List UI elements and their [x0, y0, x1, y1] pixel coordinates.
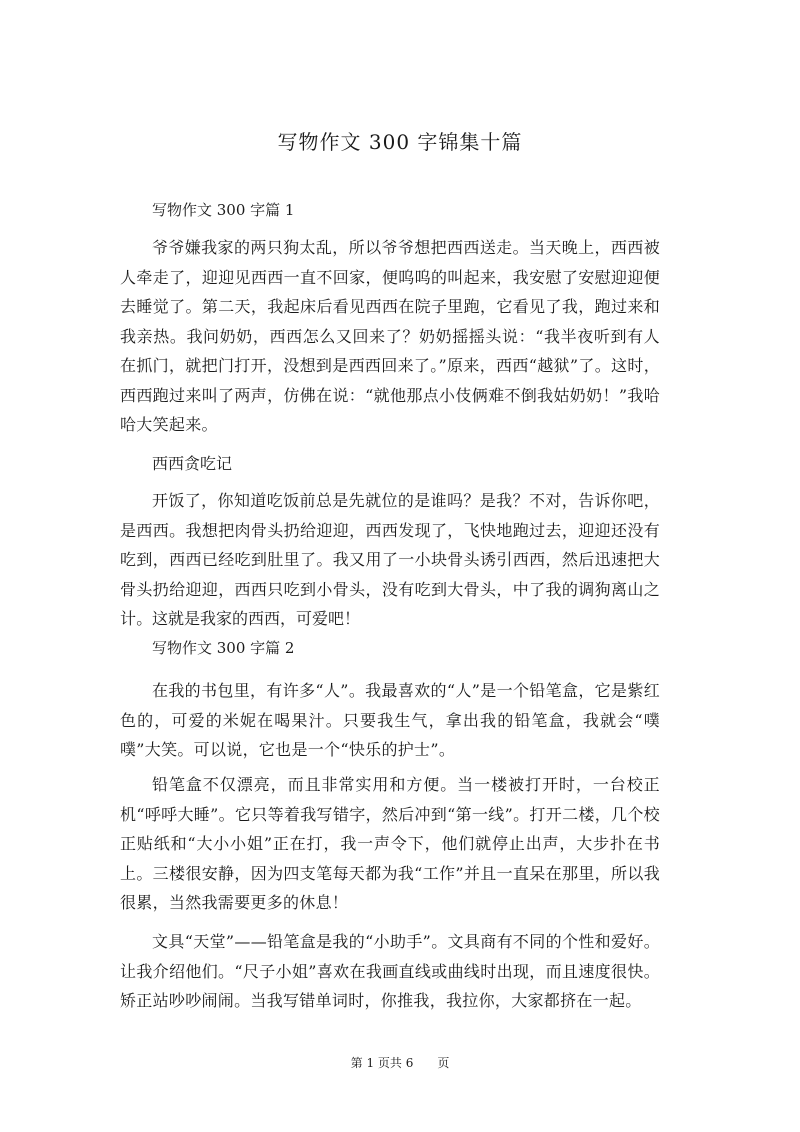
paragraph-4: 在我的书包里，有许多“人”。我最喜欢的“人”是一个铅笔盒，它是紫红色的，可爱的米妮在喝果汁。只要我生气，拿出我的铅笔盒，我就会“噗噗”大笑。可以说，它也是一个“快乐的护士”。	[120, 681, 660, 759]
page-title: 写物作文 300 字锦集十篇	[277, 130, 523, 154]
subheading: 西西贪吃记	[152, 454, 233, 473]
page-footer: 第 1 页共 6 页	[350, 1056, 450, 1070]
paragraph-5: 铅笔盒不仅漂亮，而且非常实用和方便。当一楼被打开时，一台校正机“呼呼大睡”。它只等着我写错字，然后冲到“第一线”。打开二楼，几个校正贴纸和“大小小姐”正在打，我一声令下，他们就停止出声，大步扑在书上。三楼很安静，因为四支笔每天都为我“工作”并且一直呆在那里，所以我很累，当然我需要更多的休息！	[120, 775, 660, 912]
paragraph-2: 开饭了，你知道吃饭前总是先就位的是谁吗？是我？不对，告诉你吧，是西西。我想把肉骨头扔给迎迎，西西发现了，飞快地跑过去，迎迎还没有吃到，西西已经吃到肚里了。我又用了一小块骨头诱引西西，然后迅速把大骨头扔给迎迎，西西只吃到小骨头，没有吃到大骨头，中了我的调狗离山之计。	[120, 491, 660, 628]
paragraph-3: 这就是我家的西西，可爱吧！	[152, 609, 361, 628]
section-heading-2: 写物作文 300 字篇 2	[152, 639, 295, 657]
paragraph-1: 爷爷嫌我家的两只狗太乱，所以爷爷想把西西送走。当天晚上，西西被人牵走了，迎迎见西西一直不回家，便呜呜的叫起来，我安慰了安慰迎迎便去睡觉了。第二天，我起床后看见西西在院子里跑，它看见了我，跑过来和我亲热。我问奶奶，西西怎么又回来了？奶奶摇摇头说：“我半夜听到有人在抓门，就把门打开，没想到是西西回来了。”原来，西西“越狱”了。这时，西西跑过来叫了两声，仿佛在说：“就他那点小伎俩难不倒我姑奶奶！”我哈哈大笑起来。	[120, 238, 660, 434]
paragraph-6: 文具“天堂”——铅笔盒是我的“小助手”。文具商有不同的个性和爱好。让我介绍他们。“尺子小姐”喜欢在我画直线或曲线时出现，而且速度很快。矫正站吵吵闹闹。当我写错单词时，你推我，我拉你，大家都挤在一起。	[120, 932, 660, 1010]
section-heading-1: 写物作文 300 字篇 1	[152, 201, 295, 219]
